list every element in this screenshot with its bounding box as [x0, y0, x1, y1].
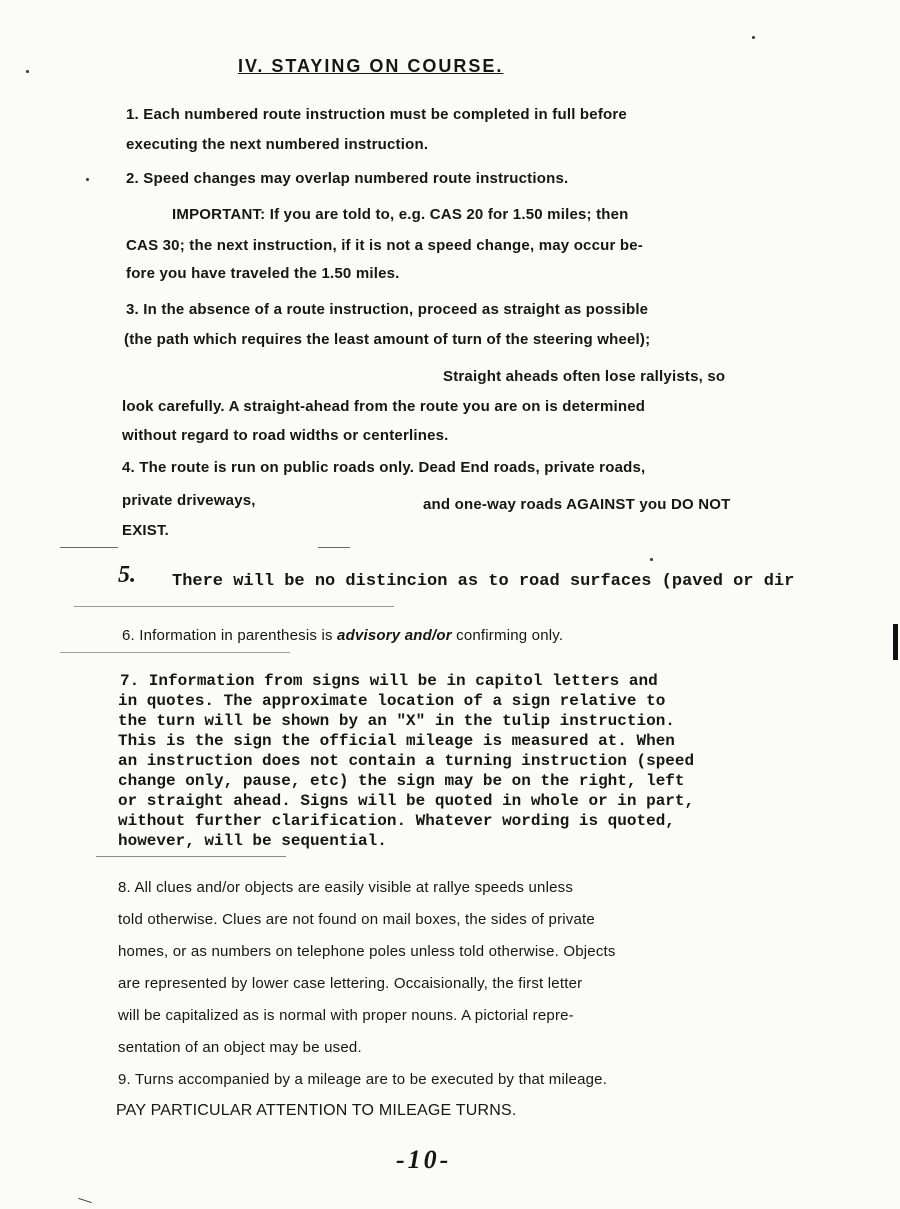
item-2-important-line-3: fore you have traveled the 1.50 miles.: [126, 265, 400, 282]
section-title: IV. STAYING ON COURSE.: [238, 56, 504, 76]
item-2-line-1: 2. Speed changes may overlap numbered route instructions.: [126, 170, 569, 187]
item-4-line-2a: private driveways,: [122, 492, 256, 509]
paste-edge-line: [96, 856, 286, 857]
item-4-line-3: EXIST.: [122, 522, 170, 539]
item-6-pre: 6. Information in parenthesis is: [122, 627, 338, 644]
item-8-line-6: sentation of an object may be used.: [118, 1039, 362, 1056]
item-4-line-1: 4. The route is run on public roads only. Dead End roads, private roads,: [122, 459, 646, 476]
item-8-line-1: 8. All clues and/or objects are easily visible at rallye speeds unless: [118, 879, 574, 896]
scan-speck: [26, 70, 29, 73]
scan-speck: [78, 1198, 92, 1203]
margin-mark: [893, 624, 898, 660]
scan-speck: [650, 558, 653, 561]
paste-edge-line: [60, 652, 290, 653]
paste-edge-line: [60, 547, 118, 548]
scan-speck: [86, 178, 89, 181]
page-number: -10-: [396, 1145, 452, 1174]
item-7-line-4: This is the sign the official mileage is measured at. When: [118, 732, 675, 750]
item-4-line-2b: and one-way roads AGAINST you DO NOT: [423, 496, 731, 513]
item-2-important-line-2: CAS 30; the next instruction, if it is not a speed change, may occur be-: [126, 237, 644, 254]
item-7-line-9: however, will be sequential.: [118, 832, 387, 850]
item-5-number: 5.: [118, 562, 136, 588]
item-5-text: There will be no distincion as to road surfaces (paved or dir: [172, 572, 795, 591]
item-3-line-2: (the path which requires the least amount of turn of the steering wheel);: [124, 331, 651, 348]
item-7-line-7: or straight ahead. Signs will be quoted in whole or in part,: [118, 792, 695, 810]
item-3-line-3: Straight aheads often lose rallyists, so: [443, 368, 726, 385]
item-3-line-5: without regard to road widths or centerlines.: [122, 427, 449, 444]
paste-edge-line: [74, 606, 394, 607]
item-2-important-line-1: IMPORTANT: If you are told to, e.g. CAS 20 for 1.50 miles; then: [172, 206, 629, 223]
paste-edge-line: [318, 547, 350, 548]
item-6-advisory: advisory and/or: [337, 627, 452, 644]
item-9-line-2: PAY PARTICULAR ATTENTION TO MILEAGE TURNS.: [116, 1102, 517, 1119]
item-7-line-1: 7. Information from signs will be in capitol letters and: [120, 672, 658, 690]
item-8-line-3: homes, or as numbers on telephone poles unless told otherwise. Objects: [118, 943, 616, 960]
item-3-line-4: look carefully. A straight-ahead from the route you are on is determined: [122, 398, 646, 415]
scan-speck: [752, 36, 755, 39]
item-7-line-8: without further clarification. Whatever wording is quoted,: [118, 812, 675, 830]
item-9-line-1: 9. Turns accompanied by a mileage are to be executed by that mileage.: [118, 1071, 608, 1088]
item-6-post: confirming only.: [451, 627, 564, 644]
item-1-line-2: executing the next numbered instruction.: [126, 136, 429, 153]
item-7-line-6: change only, pause, etc) the sign may be on the right, left: [118, 772, 685, 790]
item-7-line-5: an instruction does not contain a turning instruction (speed: [118, 752, 695, 770]
item-7-line-3: the turn will be shown by an "X" in the tulip instruction.: [118, 712, 675, 730]
item-3-line-1: 3. In the absence of a route instruction, proceed as straight as possible: [126, 301, 649, 318]
item-8-line-5: will be capitalized as is normal with proper nouns. A pictorial repre-: [118, 1007, 574, 1024]
item-8-line-2: told otherwise. Clues are not found on mail boxes, the sides of private: [118, 911, 595, 928]
item-8-line-4: are represented by lower case lettering. Occaisionally, the first letter: [118, 975, 583, 992]
item-6: [122, 627, 563, 644]
item-1-line-1: 1. Each numbered route instruction must be completed in full before: [126, 106, 627, 123]
item-7-line-2: in quotes. The approximate location of a sign relative to: [118, 692, 666, 710]
